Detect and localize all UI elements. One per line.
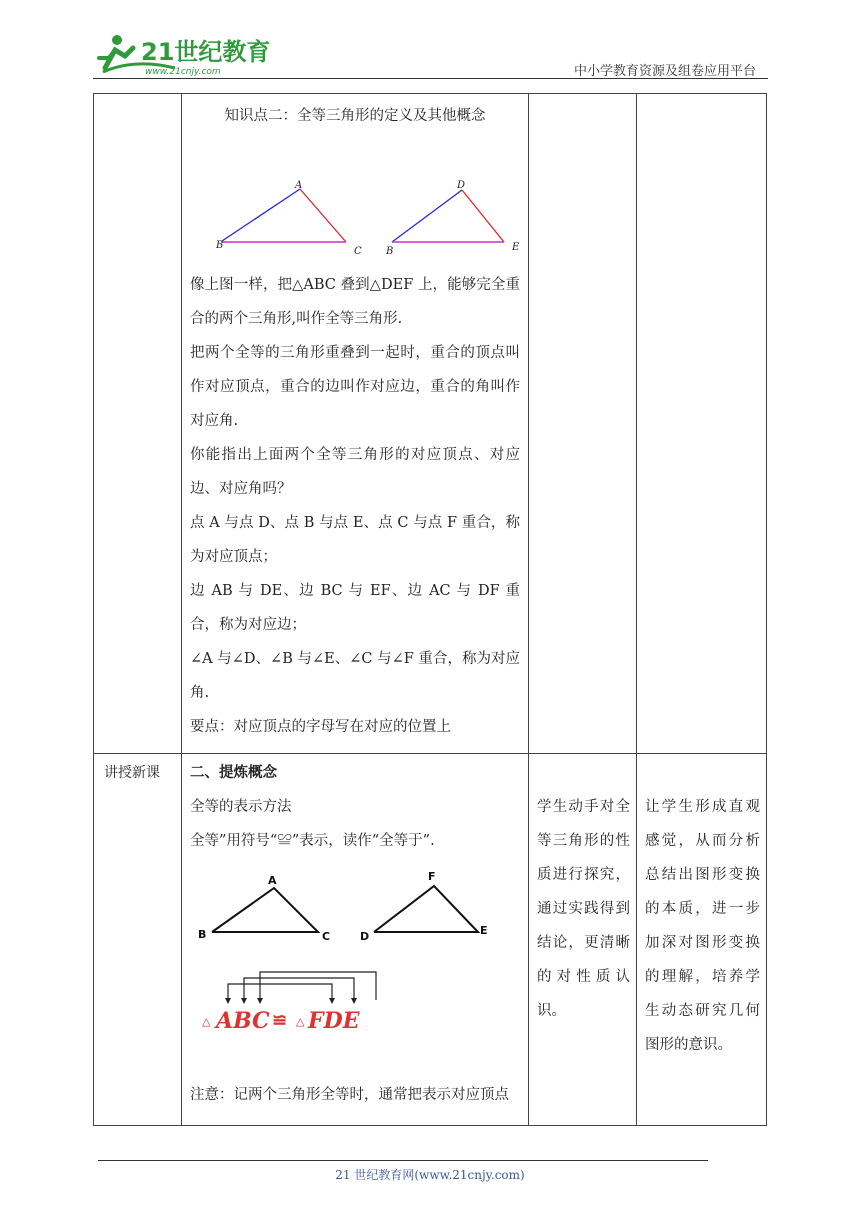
- student-activity-text: 学生动手对全等三角形的性质进行探究，通过实践得到结论，更清晰的对性质认识。: [537, 799, 630, 1019]
- triangle-symbol: △: [296, 1015, 305, 1028]
- vertex-label-d: D: [360, 930, 370, 943]
- vertex-label-d: D: [457, 180, 466, 191]
- notation-fde: FDE: [308, 1008, 360, 1034]
- paragraph: 把两个全等的三角形重叠到一起时，重合的顶点叫作对应顶点，重合的边叫作对应边，重合的角叫作对应角.: [190, 345, 520, 429]
- congruence-figure: [182, 862, 528, 1072]
- paragraph: 全等的表示方法: [190, 799, 292, 815]
- activity-cell: [529, 94, 637, 754]
- lesson-table: [93, 93, 767, 1126]
- logo-text: 21世纪教育: [141, 38, 271, 66]
- content-cell: [182, 754, 529, 1126]
- vertex-label-a: A: [268, 874, 277, 887]
- vertex-label-e: B: [386, 246, 394, 257]
- concept-heading: 二、提炼概念: [190, 764, 277, 781]
- table-row: [94, 94, 767, 754]
- intent-cell: [637, 754, 767, 1126]
- design-intent-text: 让学生形成直观感觉，从而分析总结出图形变换的本质，进一步加深对图形变换的理解，培养学生动态研究几何图形的意识。: [645, 799, 760, 1053]
- congruent-symbol: ≌: [272, 1010, 288, 1031]
- header-divider: [93, 78, 768, 79]
- notation-abc: ABC: [216, 1008, 270, 1034]
- vertex-label-e: E: [480, 924, 488, 937]
- vertex-label-c: C: [322, 930, 331, 943]
- paragraph: 注意：记两个三角形全等时，通常把表示对应顶点: [190, 1087, 509, 1103]
- paragraph: 要点：对应顶点的字母写在对应的位置上: [190, 719, 451, 735]
- vertex-label-f: E: [512, 242, 520, 253]
- triangle-symbol: △: [202, 1015, 211, 1028]
- stage-cell: [94, 754, 182, 1126]
- paragraph: 全等”用符号“≌”表示，读作“全等于”.: [190, 833, 435, 849]
- vertex-label-f: F: [428, 870, 436, 883]
- paragraph: 点 A 与点 D、点 B 与点 E、点 C 与点 F 重合，称为对应顶点；: [190, 515, 520, 565]
- logo-url: www.21cnjy.com: [145, 67, 221, 77]
- paragraph: 边 AB 与 DE、边 BC 与 EF、边 AC 与 DF 重合，称为对应边；: [190, 583, 520, 633]
- triangle-figure-1: [182, 126, 528, 257]
- header-platform-name: 中小学教育资源及组卷应用平台: [573, 64, 756, 79]
- vertex-label-a: A: [295, 180, 303, 191]
- vertex-label-c: C: [354, 246, 362, 257]
- correspondence-arrows: [225, 972, 376, 1004]
- site-logo: [95, 28, 271, 78]
- table-row: [94, 754, 767, 1126]
- footer-text: 21 世纪教育网(www.21cnjy.com): [335, 1168, 525, 1182]
- stage-cell: [94, 94, 182, 754]
- footer-divider: [98, 1160, 708, 1161]
- vertex-label-b: B: [198, 928, 207, 941]
- stage-label: 讲授新课: [104, 765, 160, 781]
- vertex-label-b: B: [216, 240, 224, 251]
- section-title: 知识点二：全等三角形的定义及其他概念: [224, 108, 486, 124]
- paragraph: 你能指出上面两个全等三角形的对应顶点、对应边、对应角吗？: [190, 447, 520, 497]
- paragraph: 像上图一样，把△ABC 叠到△DEF 上，能够完全重合的两个三角形,叫作全等三角形.: [190, 277, 520, 327]
- intent-cell: [637, 94, 767, 754]
- paragraph: ∠A 与∠D、∠B 与∠E、∠C 与∠F 重合，称为对应角.: [190, 651, 520, 701]
- content-cell: [182, 94, 529, 754]
- activity-cell: [529, 754, 637, 1126]
